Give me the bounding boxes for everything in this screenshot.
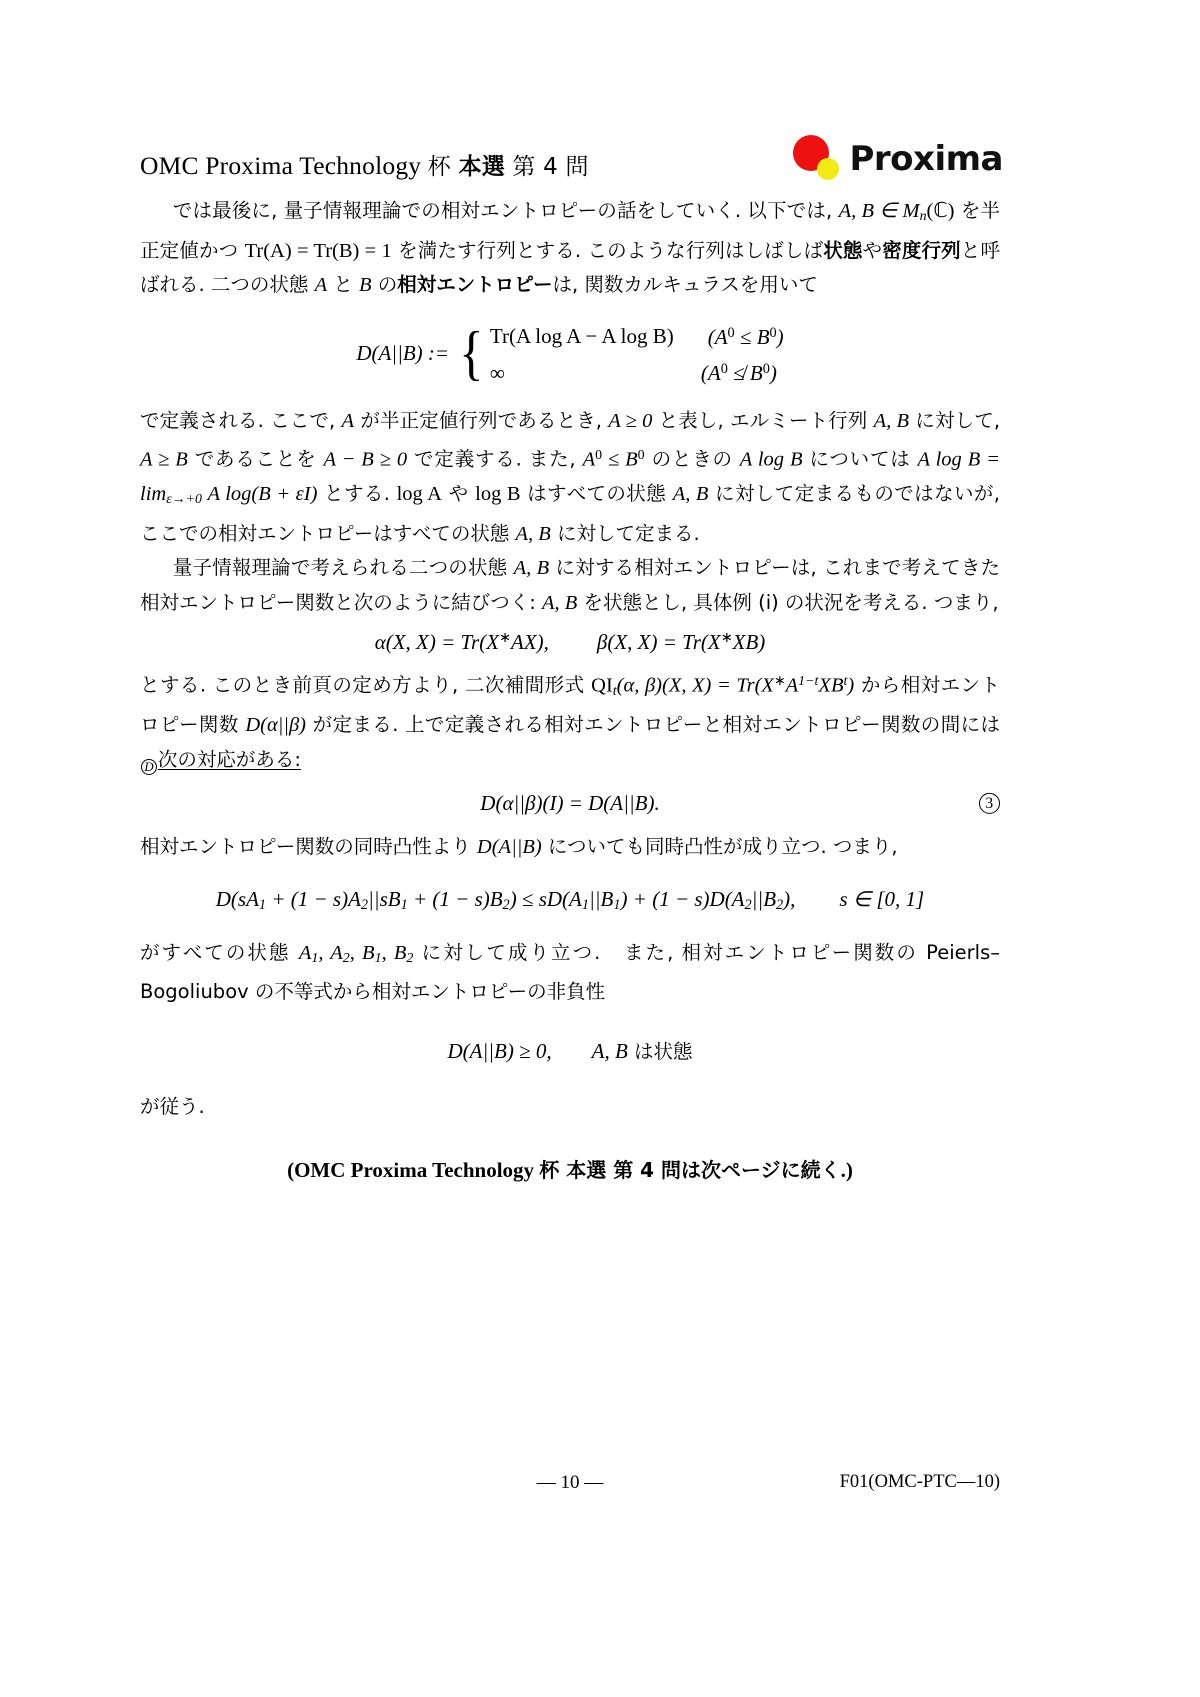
p1-math-1b: (ℂ) bbox=[926, 200, 955, 222]
p4-m1-sup3: t bbox=[843, 674, 848, 689]
p4-m2: D(α||β) bbox=[245, 714, 307, 737]
title-jp-bold: 本選 bbox=[458, 154, 505, 180]
equation-number-3-glyph: 3 bbox=[979, 793, 1001, 815]
page-content bbox=[140, 132, 1003, 1183]
p4-m1c: A bbox=[785, 674, 799, 697]
p4-m1d: XB bbox=[818, 674, 844, 697]
p2-m8-sub: ε→+0 bbox=[166, 492, 203, 507]
p1-text-d: や bbox=[862, 238, 883, 262]
p2-m10: log B bbox=[475, 482, 521, 505]
eq4-sub7: 2 bbox=[744, 896, 752, 913]
eq4-sub3: 1 bbox=[400, 896, 408, 913]
equation-number-3 bbox=[979, 793, 1001, 815]
p1-text-h: は, 関数カルキュラスを用いて bbox=[552, 273, 818, 297]
cases-row-1-cond bbox=[708, 317, 784, 354]
eq4-f: ||B bbox=[589, 886, 614, 911]
paragraph-3 bbox=[140, 551, 1000, 620]
eq4-e: ) ≤ sD(A bbox=[509, 886, 582, 911]
c1b: ≤ B bbox=[734, 324, 770, 349]
eq5-a: D(A||B) ≥ 0, bbox=[447, 1038, 552, 1063]
p4-m1-sup: ∗ bbox=[773, 674, 786, 689]
p6-m1-sub2: 2 bbox=[342, 950, 350, 966]
p2-m1: A bbox=[341, 410, 355, 433]
cases-row-1-expr: Tr(A log A − A log B) bbox=[489, 324, 674, 349]
p2-m7: A log B bbox=[739, 448, 803, 471]
p1-math-4: B bbox=[359, 274, 372, 297]
eq4-j: s ∈ [0, 1] bbox=[839, 886, 925, 911]
continuation-notice bbox=[140, 1154, 1000, 1183]
p2-m9: log A bbox=[396, 482, 442, 505]
p2-text-l: に対して定まるものではないが, ここでの相対エントロピーはすべての状態 bbox=[140, 481, 1000, 545]
eq4-sub1: 1 bbox=[258, 896, 267, 913]
c2sup2: 0 bbox=[762, 361, 770, 378]
p1-text-f: と bbox=[327, 273, 360, 297]
p1-bold-soutai: 相対エントロピー bbox=[397, 273, 553, 297]
closing-text-jp: 杯 本選 第 4 問は次ページに続く bbox=[539, 1158, 841, 1183]
c2sup: 0 bbox=[720, 361, 728, 378]
p2-text-m: に対して定まる. bbox=[550, 521, 700, 545]
proxima-logo bbox=[791, 132, 1003, 184]
equation-alpha-beta bbox=[140, 630, 1000, 655]
cases-row-2-cond bbox=[701, 353, 777, 390]
p5-m1: D(A||B) bbox=[476, 836, 542, 859]
c2c: ) bbox=[769, 361, 777, 386]
p3-text-c: を状態とし, 具体例 (i) の状況を考える. つまり, bbox=[577, 590, 999, 614]
p1-text-a: では最後に, 量子情報理論での相対エントロピーの話をしていく. 以下では, bbox=[172, 199, 839, 222]
eq2-a: α(X, X) = Tr(X bbox=[374, 630, 500, 654]
p1-math-1: A, B ∈ M bbox=[838, 200, 920, 222]
p3-m2: A, B bbox=[542, 591, 578, 614]
p2-text-i: とする. bbox=[317, 481, 397, 505]
p2-m8b: A log(B + εI) bbox=[202, 482, 318, 505]
eq3-body: D(α||β)(I) = D(A||B). bbox=[480, 791, 660, 816]
p3-m1: A, B bbox=[513, 557, 550, 579]
p6-m1-sub4: 2 bbox=[406, 950, 414, 966]
paragraph-7 bbox=[140, 1090, 1000, 1125]
p2-text-h: については bbox=[802, 447, 918, 471]
p4-m1e: ) bbox=[847, 674, 855, 697]
p2-m6b-sup: 0 bbox=[637, 447, 645, 463]
p1-text-b: を半正定値かつ bbox=[140, 199, 1001, 262]
proxima-logo-icon bbox=[791, 134, 843, 182]
p2-m8: A log B = lim bbox=[140, 448, 1000, 505]
p1-math-2: Tr(A) = Tr(B) = 1 bbox=[244, 239, 392, 262]
eq4-sub6: 1 bbox=[613, 896, 621, 913]
p2-m5: A − B ≥ 0 bbox=[323, 448, 408, 471]
p6-m1-sub: 1 bbox=[311, 950, 319, 966]
closing-period: . bbox=[840, 1158, 846, 1183]
c1sup2: 0 bbox=[769, 324, 777, 341]
cases-row-1-value bbox=[490, 320, 674, 353]
p6-m1d: , B bbox=[381, 941, 407, 964]
p2-m12: A, B bbox=[515, 522, 551, 545]
p4-text-d-underlined: 次の対応がある: bbox=[157, 747, 301, 771]
p2-text-f: で定義する. また, bbox=[407, 447, 583, 471]
eq4-sub5: 1 bbox=[581, 896, 590, 913]
p4-text-c: が定まる. 上で定義される相対エントロピーと相対エントロピー関数の間には bbox=[306, 713, 1000, 737]
p2-m11: A, B bbox=[672, 482, 709, 505]
title-jp-1: 杯 bbox=[427, 154, 459, 180]
eq2-sup2: ∗ bbox=[720, 630, 733, 647]
p2-m6b: ≤ B bbox=[602, 448, 638, 471]
page-footer bbox=[140, 1472, 1000, 1502]
eq4-c: ||sB bbox=[368, 886, 401, 911]
c2b: ≰ B bbox=[727, 361, 763, 386]
eq5-b: A, B bbox=[591, 1038, 628, 1063]
p4-text-b: から相対エントロピー関数 bbox=[140, 673, 1000, 737]
eq2-sup: ∗ bbox=[499, 630, 511, 647]
eq4-d: + (1 − s)B bbox=[407, 886, 503, 911]
eq4-i: ), bbox=[783, 886, 796, 911]
eq4-h: ||B bbox=[751, 886, 777, 911]
closing-paren-close: ) bbox=[845, 1158, 853, 1183]
p6-text-a: がすべての状態 bbox=[140, 940, 299, 964]
eq2-c: β(X, X) = Tr(X bbox=[596, 630, 721, 654]
c1a: (A bbox=[707, 324, 728, 349]
p2-m6-sup: 0 bbox=[595, 447, 603, 463]
c1c: ) bbox=[776, 324, 784, 349]
p2-text-b: が半正定値行列であるとき, bbox=[354, 409, 609, 433]
equation-joint-convexity bbox=[140, 887, 1000, 914]
closing-paren-open: ( bbox=[287, 1158, 295, 1183]
p1-text-g: の bbox=[371, 273, 398, 297]
p6-m1b: , A bbox=[318, 941, 343, 964]
c1sup: 0 bbox=[727, 324, 735, 341]
cases-row-1 bbox=[490, 317, 784, 354]
eq4-sub4: 2 bbox=[502, 896, 510, 913]
eq4-sub8: 2 bbox=[776, 896, 784, 913]
p1-bold-mitsudo: 密度行列 bbox=[882, 238, 961, 262]
paragraph-5 bbox=[140, 830, 1000, 865]
document-code: F01(OMC-PTC—10) bbox=[839, 1472, 1000, 1492]
yellow-circle-icon bbox=[817, 158, 839, 180]
paragraph-6 bbox=[140, 936, 1000, 1010]
p7-text: が従う. bbox=[140, 1094, 205, 1118]
p2-m3: A, B bbox=[873, 410, 910, 433]
p2-m2: A ≥ 0 bbox=[608, 410, 653, 433]
p4-m1: QI bbox=[591, 674, 613, 697]
equation-nonnegativity bbox=[140, 1036, 1000, 1064]
cases-expression bbox=[356, 317, 783, 391]
p3-text-a: 量子情報理論で考えられる二つの状態 bbox=[172, 556, 514, 579]
p4-text-a: とする. このとき前頁の定め方より, 二次補間形式 bbox=[140, 673, 592, 697]
c2a: (A bbox=[700, 361, 721, 386]
p2-text-c: と表し, エルミート行列 bbox=[652, 409, 874, 433]
annotation-marker-d: D bbox=[141, 759, 157, 775]
p1-bold-jotai: 状態 bbox=[823, 238, 863, 262]
p4-m1b: (α, β)(X, X) = Tr(X bbox=[616, 674, 774, 697]
p1-text-c: を満たす行列とする. このような行列はしばしば bbox=[391, 238, 824, 262]
page-number: — 10 — bbox=[536, 1472, 604, 1493]
paragraph-2 bbox=[140, 404, 1000, 551]
p5-text-a: 相対エントロピー関数の同時凸性より bbox=[140, 835, 477, 859]
cases-body bbox=[490, 317, 784, 391]
p4-m1-sup2: 1−t bbox=[798, 674, 819, 689]
paragraph-4 bbox=[140, 665, 1000, 777]
eq5-c: は状態 bbox=[627, 1039, 693, 1063]
closing-text-en: OMC Proxima Technology bbox=[294, 1158, 540, 1183]
p2-text-g: のときの bbox=[644, 447, 740, 471]
p6-m1-sub3: 1 bbox=[374, 950, 382, 966]
p2-text-k: はすべての状態 bbox=[520, 481, 673, 505]
p1-text-e: と呼ばれる. 二つの状態 bbox=[140, 238, 1000, 297]
title-en: OMC Proxima Technology bbox=[140, 151, 428, 180]
page-header bbox=[140, 132, 1003, 194]
p6-m1: A bbox=[298, 941, 312, 964]
logo-wordmark: Proxima bbox=[849, 139, 1003, 179]
eq4-sub2: 2 bbox=[360, 896, 369, 913]
eq2-b: AX), bbox=[511, 630, 549, 654]
left-brace-glyph: { bbox=[459, 319, 484, 386]
p2-text-d: に対して, bbox=[909, 409, 1001, 433]
p6-m1c: , B bbox=[349, 941, 375, 964]
title-jp-2: 第 4 問 bbox=[504, 154, 589, 180]
page-title bbox=[140, 148, 589, 181]
eq2-d: XB) bbox=[732, 630, 766, 654]
p2-text-e: であることを bbox=[187, 447, 324, 471]
equation-definition-cases bbox=[140, 317, 1000, 391]
cases-lhs: D(A||B) := bbox=[356, 340, 450, 365]
eq4-a: D(sA bbox=[215, 886, 259, 911]
p4-m1-sub: t bbox=[612, 683, 617, 699]
p2-m6: A bbox=[582, 448, 596, 471]
eq4-b: + (1 − s)A bbox=[266, 886, 361, 911]
p2-m4: A ≥ B bbox=[140, 448, 188, 471]
p6-text-b: に対して成り立つ. また, 相対エントロピー関数の Peierls–Bogoliubov の不等式から相対エントロピーの非負性 bbox=[140, 940, 1001, 1004]
p2-text-a: で定義される. ここで, bbox=[140, 409, 342, 433]
cases-row-2 bbox=[490, 353, 784, 390]
p1-math-3: A bbox=[314, 274, 328, 297]
eq4-g: ) + (1 − s)D(A bbox=[620, 886, 745, 911]
paragraph-1 bbox=[140, 194, 1000, 303]
p3-text-b: に対する相対エントロピーは, これまで考えてきた相対エントロピー関数と次のように結びつく: bbox=[140, 556, 1000, 614]
equation-3-correspondence bbox=[140, 791, 1000, 816]
p2-text-j: や bbox=[441, 481, 476, 505]
p5-text-b: についても同時凸性が成り立つ. つまり, bbox=[541, 835, 898, 859]
p1-math-1-sub: n bbox=[919, 209, 927, 225]
cases-row-2-expr: ∞ bbox=[489, 361, 505, 386]
